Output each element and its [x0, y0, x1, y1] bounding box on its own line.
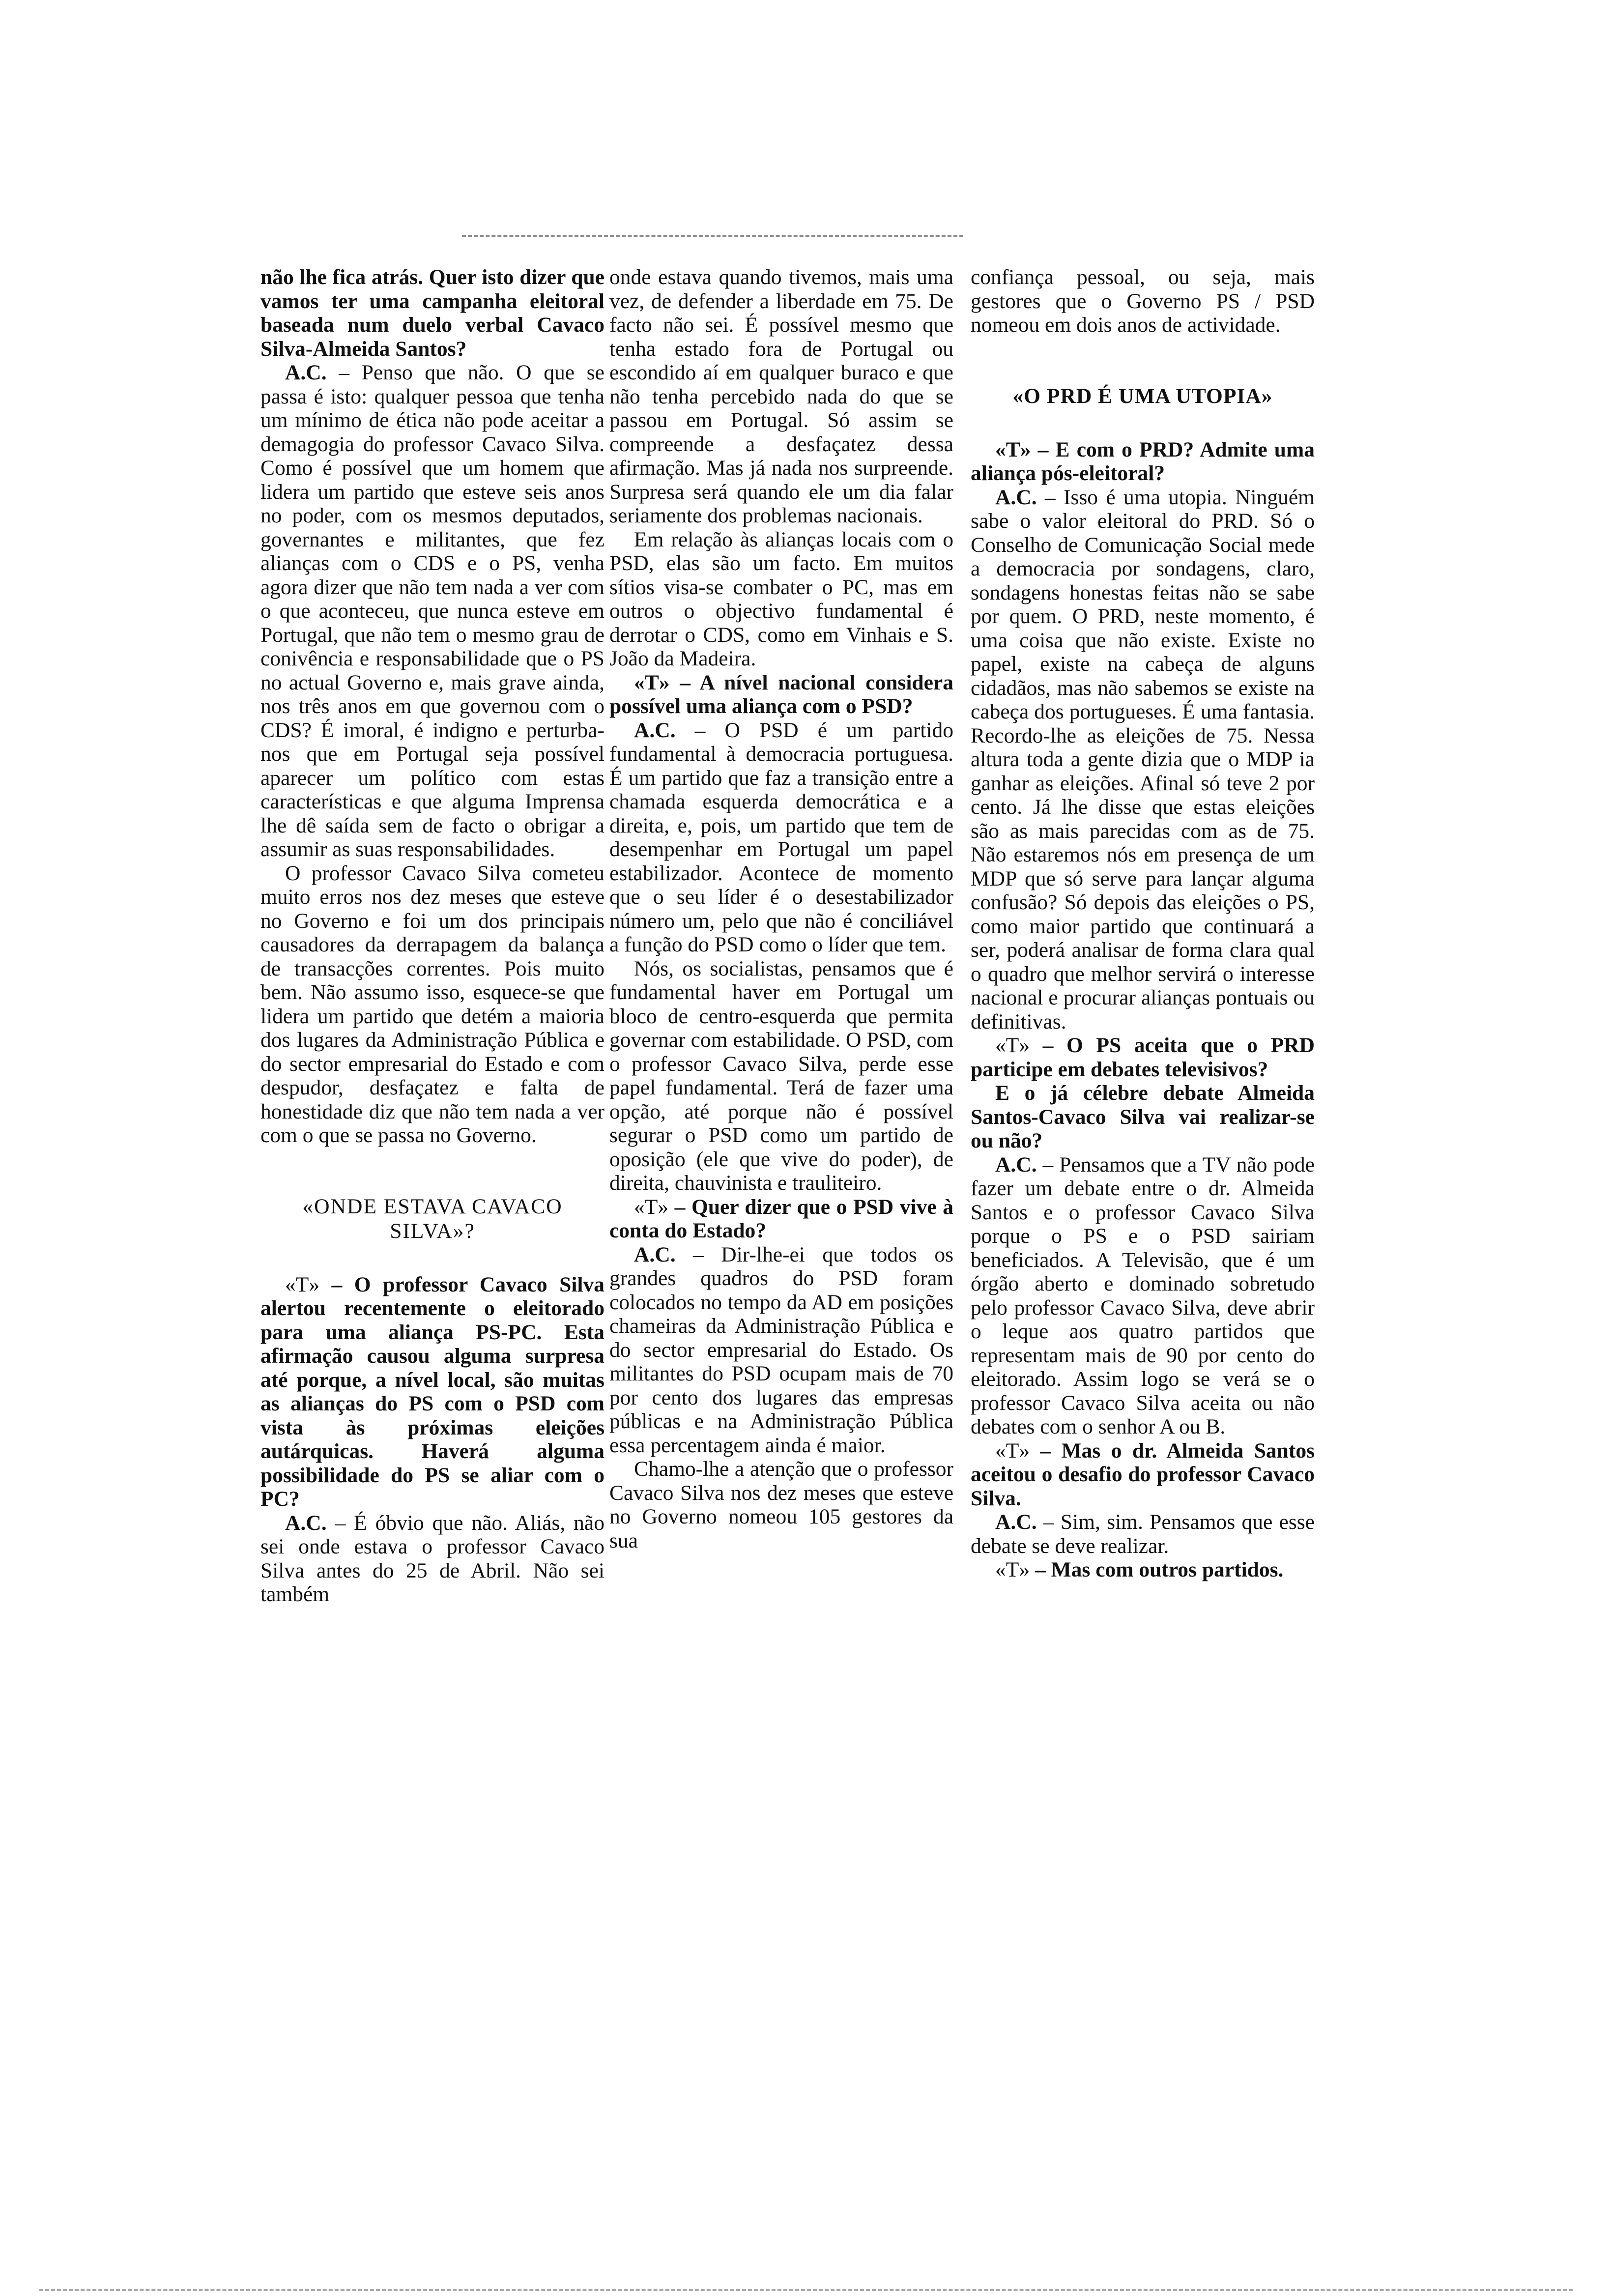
body-paragraph: Chamo-lhe a atenção que o professor Cavaco Silva nos dez meses que esteve no Governo nomeou 105 gestores da sua	[609, 1457, 953, 1552]
question-text: – Mas com outros partidos.	[1030, 1558, 1284, 1581]
answer-paragraph	[260, 361, 604, 861]
question-paragraph	[609, 1195, 953, 1243]
answer-text: – Sim, sim. Pensamos que esse debate se deve realizar.	[971, 1510, 1315, 1558]
section-subhead: «ONDE ESTAVA CAVACO SILVA»?	[302, 1194, 563, 1243]
question-paragraph	[971, 438, 1315, 486]
question-paragraph	[971, 1033, 1315, 1081]
question-paragraph	[971, 1439, 1315, 1511]
speaker-label: A.C.	[285, 1511, 327, 1535]
speaker-label: A.C.	[634, 718, 676, 742]
question-text: – Mas o dr. Almeida Santos aceitou o desafio do professor Cavaco Silva.	[971, 1438, 1315, 1510]
question-paragraph	[971, 1558, 1315, 1582]
answer-paragraph	[609, 718, 953, 957]
question-paragraph: E o já célebre debate Almeida Santos-Cavaco Silva vai realizar-se ou não?	[971, 1081, 1315, 1152]
speaker-label: «T»	[995, 437, 1031, 461]
article-column-1	[260, 265, 604, 1607]
speaker-label: «T»	[995, 1033, 1030, 1057]
speaker-label: A.C.	[995, 485, 1037, 509]
answer-paragraph	[971, 1510, 1315, 1558]
body-paragraph: confiança pessoal, ou seja, mais gestores que o Governo PS / PSD nomeou em dois anos de actividade.	[971, 265, 1315, 337]
answer-text: – Isso é uma utopia. Ninguém sabe o valor eleitoral do PRD. Só o Conselho de Comunicação Social mede a democracia por sondagens, claro, sondagens honestas feitas não se sabe por quem. O PRD, neste momento, é uma coisa que não existe. Existe no papel, existe na cabeça de alguns cidadãos, mas não sabemos se existe na cabeça dos portugueses. É uma fantasia. Recordo-lhe as eleições de 75. Nessa altura toda a gente dizia que o MDP ia ganhar as eleições. Afinal só teve 2 por cento. Já lhe disse que estas eleições são as mais parecidas com as de 75. Não estaremos nós em presença de um MDP que só serve para lançar alguma confusão? Só depois das eleições o PS, como maior partido que continuará a ser, poderá analisar de forma clara qual o quadro que melhor servirá o interesse nacional e procurar alianças pontuais ou definitivas.	[971, 485, 1315, 1033]
question-text: – O PS aceita que o PRD participe em debates televisivos?	[971, 1033, 1315, 1081]
body-paragraph: Nós, os socialistas, pensamos que é fundamental haver em Portugal um bloco de centro-esquerda que permita governar com estabilidade. O PSD, com o professor Cavaco Silva, perde esse papel fundamental. Terá de fazer uma opção, até porque não é possível segurar o PSD como um partido de oposição (ele que vive do poder), de direita, chauvinista e trauliteiro.	[609, 956, 953, 1195]
speaker-label: A.C.	[995, 1152, 1037, 1177]
question-text: – A nível nacional considera possível uma aliança com o PSD?	[609, 670, 953, 718]
speaker-label: A.C.	[995, 1510, 1037, 1534]
answer-paragraph	[609, 1243, 953, 1458]
speaker-label: «T»	[634, 670, 670, 694]
answer-text: – Penso que não. O que se passa é isto: qualquer pessoa que tenha um mínimo de ética não pode aceitar a demagogia do professor Cavaco Silva. Como é possível que um homem que lidera um partido que esteve seis anos no poder, com os mesmos deputados, governantes e militantes, que fez alianças com o CDS e o PS, venha agora dizer que não tem nada a ver com o que aconteceu, que nunca esteve em Portugal, que não tem o mesmo grau de conivência e responsabilidade que o PS no actual Governo e, mais grave ainda, nos três anos em que governou com o CDS? É imoral, é indigno e perturba-nos que em Portugal seja possível aparecer um político com estas características e que alguma Imprensa lhe dê saída sem de facto o obrigar a assumir as suas responsabilidades.	[260, 361, 604, 861]
question-paragraph	[260, 1273, 604, 1511]
answer-text: – O PSD é um partido fundamental à democracia portuguesa. É um partido que faz a transição entre a chamada esquerda democrática e a direita, e, pois, um partido que tem de desempenhar em Portugal um papel estabilizador. Acontece de momento que o seu líder é o desestabilizador número um, pelo que não é conciliável a função do PSD como o líder que tem.	[609, 718, 953, 956]
article-column-2	[609, 265, 953, 1552]
bottom-dashed-rule	[39, 2289, 1573, 2293]
body-paragraph: O professor Cavaco Silva cometeu muito erros nos dez meses que esteve no Governo e foi um dos principais causadores da derrapagem da balança de transacções correntes. Pois muito bem. Não assumo isso, esquece-se que lidera um partido que detém a maioria dos lugares da Administração Pública e do sector empresarial do Estado e com despudor, desfaçatez e falta de honestidade diz que não tem nada a ver com o que se passa no Governo.	[260, 861, 604, 1147]
answer-paragraph	[260, 1511, 604, 1607]
question-continuation: não lhe fica atrás. Quer isto dizer que vamos ter uma campanha eleitoral baseada num duelo verbal Cavaco Silva-Almeida Santos?	[260, 265, 604, 361]
speaker-label: «T»	[285, 1272, 320, 1296]
answer-text: – Dir-lhe-ei que todos os grandes quadros do PSD foram colocados no tempo da AD em posições chameiras da Administração Pública e do sector empresarial do Estado. Os militantes do PSD ocupam mais de 70 por cento dos lugares das empresas públicas e na Administração Pública essa percentagem ainda é maior.	[609, 1242, 953, 1457]
speaker-label: «T»	[995, 1558, 1030, 1581]
article-column-3	[971, 265, 1315, 1582]
speaker-label: «T»	[634, 1195, 669, 1219]
question-text: – O professor Cavaco Silva alertou recentemente o eleitorado para uma aliança PS-PC. Esta afirmação causou alguma surpresa até porque, a nível local, são muitas as alianças do PS com o PSD com vista às próximas eleições autárquicas. Haverá alguma possibilidade do PS se aliar com o PC?	[260, 1272, 604, 1511]
speaker-label: A.C.	[634, 1242, 676, 1266]
answer-text: – É óbvio que não. Aliás, não sei onde estava o professor Cavaco Silva antes do 25 de Abril. Não sei também	[260, 1511, 604, 1606]
body-paragraph: Em relação às alianças locais com o PSD, elas são um facto. Em muitos sítios visa-se combater o PC, mas em outros o objectivo fundamental é derrotar o CDS, como em Vinhais e S. João da Madeira.	[609, 527, 953, 670]
question-text: – Quer dizer que o PSD vive à conta do Estado?	[609, 1195, 953, 1242]
question-text: – E com o PRD? Admite uma aliança pós-eleitoral?	[971, 437, 1315, 485]
body-paragraph: onde estava quando tivemos, mais uma vez, de defender a liberdade em 75. De facto não sei. É possível mesmo que tenha estado fora de Portugal ou escondido aí em qualquer buraco e que não tenha percebido nada do que se passou em Portugal. Só assim se compreende a desfaçatez dessa afirmação. Mas já nada nos surpreende. Surpresa será quando ele um dia falar seriamente dos problemas nacionais.	[609, 265, 953, 527]
speaker-label: «T»	[995, 1438, 1030, 1463]
answer-paragraph	[971, 486, 1315, 1034]
section-subhead: «O PRD É UMA UTOPIA»	[1012, 384, 1273, 408]
top-dashed-rule	[462, 235, 963, 238]
question-paragraph	[609, 671, 953, 718]
answer-paragraph	[971, 1153, 1315, 1439]
speaker-label: A.C.	[285, 361, 327, 384]
answer-text: – Pensamos que a TV não pode fazer um debate entre o dr. Almeida Santos e o professor Cavaco Silva porque o PS e o PSD sairiam beneficiados. A Televisão, que é um órgão aberto e dominado sobretudo pelo professor Cavaco Silva, deve abrir o leque aos quatro partidos que representam mais de 90 por cento do eleitorado. Assim logo se verá se o professor Cavaco Silva aceita ou não debates com o senhor A ou B.	[971, 1152, 1315, 1438]
